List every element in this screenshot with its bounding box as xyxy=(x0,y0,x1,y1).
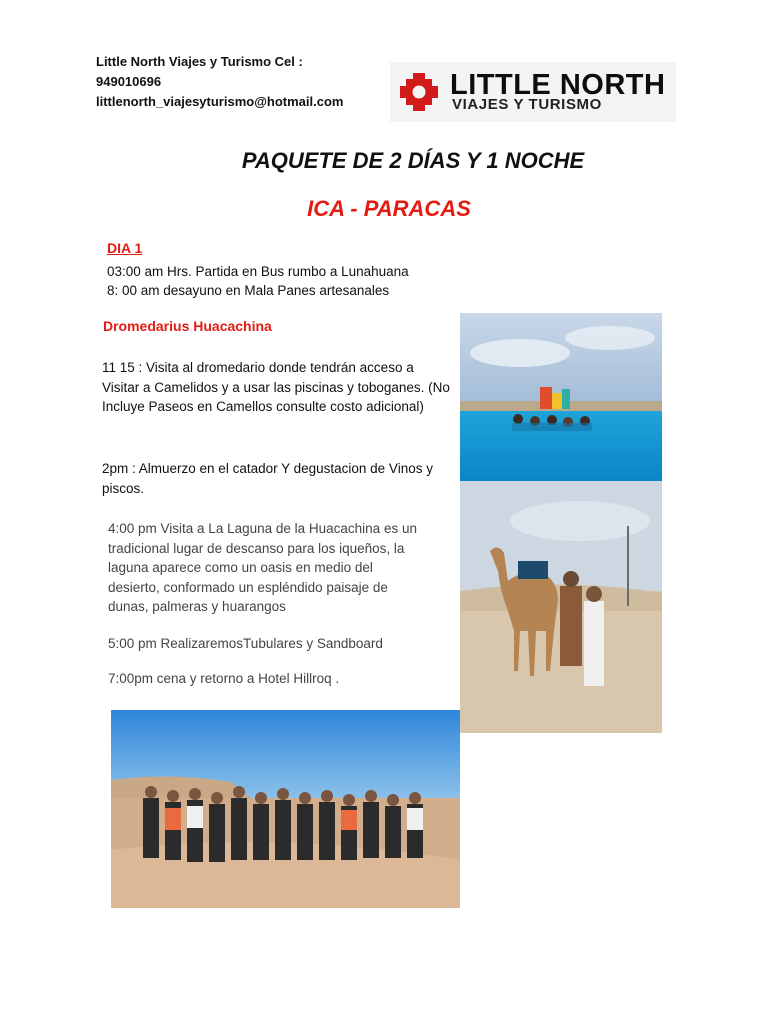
activity-paragraph: 2pm : Almuerzo en el catador Y degustacion de Vinos y piscos. xyxy=(102,461,433,496)
contact-email: littlenorth_viajesyturismo@hotmail.com xyxy=(96,94,344,109)
activity-paragraph: 7:00pm cena y retorno a Hotel Hillroq . xyxy=(108,671,340,686)
camel-photo xyxy=(460,481,662,733)
logo-subtitle: VIAJES Y TURISMO xyxy=(452,96,602,113)
contact-info xyxy=(96,52,343,112)
contact-line: Little North Viajes y Turismo Cel : xyxy=(96,54,303,69)
chakana-cross-icon xyxy=(400,73,438,111)
contact-phone: 949010696 xyxy=(96,74,162,89)
activity-paragraph: 11 15 : Visita al dromedario donde tendrán acceso a Visitar a Camelidos y a usar las piscinas y toboganes. (No Incluye Paseos en Camellos consulte costo adicional) xyxy=(102,360,450,414)
day-label: DIA 1 xyxy=(107,240,143,256)
activity-paragraph: 5:00 pm RealizaremosTubulares y Sandboard xyxy=(108,636,383,651)
activity-paragraph: 4:00 pm Visita a La Laguna de la Huacachina es un tradicional lugar de descanso para los iqueños, la laguna aparece como un oasis en medio del desierto, conformado un espléndido paisaje de dunas, palmeras y huarangos xyxy=(108,521,417,614)
schedule-item: 8: 00 am desayuno en Mala Panes artesanales xyxy=(107,283,390,298)
company-logo xyxy=(390,62,676,122)
group-dunes-photo xyxy=(111,710,460,908)
package-title: PAQUETE DE 2 DÍAS Y 1 NOCHE xyxy=(241,148,585,173)
schedule-item: 03:00 am Hrs. Partida en Bus rumbo a Lunahuana xyxy=(107,264,409,279)
pool-photo xyxy=(460,313,662,481)
destination-title: ICA - PARACAS xyxy=(307,196,471,221)
section-heading: Dromedarius Huacachina xyxy=(103,318,272,334)
logo-title: LITTLE NORTH xyxy=(450,69,666,101)
